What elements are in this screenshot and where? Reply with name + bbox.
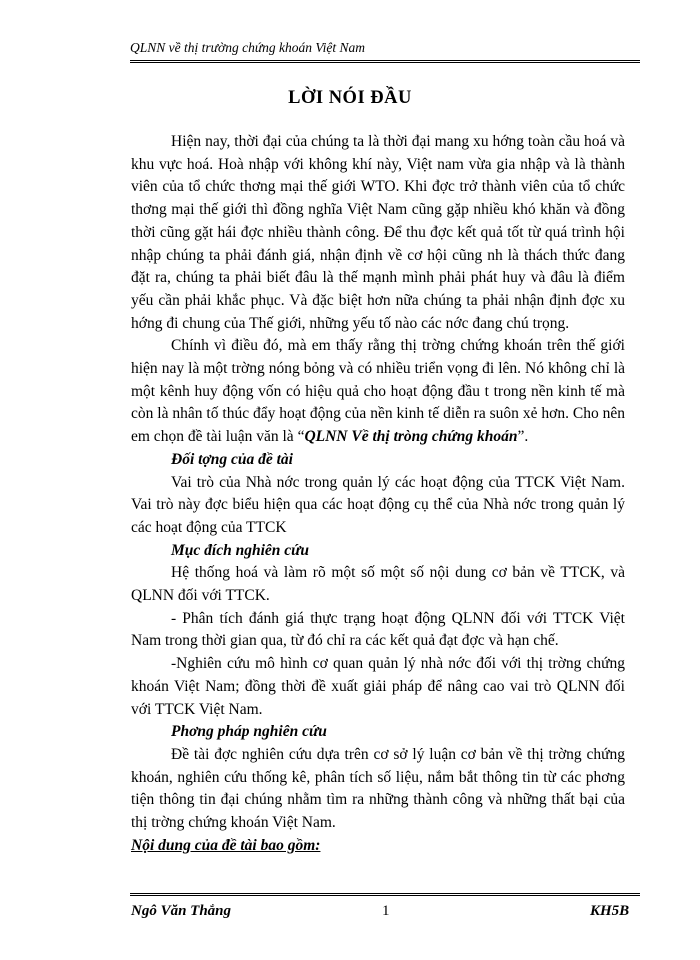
footer-author: Ngô Văn Thắng (131, 903, 232, 919)
footer-class-code: KH5B (590, 903, 630, 919)
paragraph-topic (131, 335, 625, 449)
page-title: LỜI NÓI ĐẦU (288, 88, 412, 108)
paragraph-purpose-3: -Nghiên cứu mô hình cơ quan quản lý nhà nớc đối với thị trờng chứng khoán Việt Nam; đồng thời đề xuất giải pháp để nâng cao vai trò QLNN đối với TTCK Việt Nam. (131, 655, 625, 718)
paragraph-intro: Hiện nay, thời đại của chúng ta là thời đại mang xu hớng toàn cầu hoá và khu vực hoá. Hoà nhập với không khí này, Việt nam vừa gia nhập và là thành viên của tổ chức thơng mại thế giới WTO. Khi đợc trở thành viên của tổ chức thơng mại thế giới thì đồng nghĩa Việt Nam cũng gặp nhiều khó khăn và đồng thời cũng gặt hái đợc nhiều thành công. Để thu đợc kết quả tốt từ quá trình hội nhập chúng ta phải đánh giá, nhận định về cơ hội cũng nh là thách thức đang đặt ra, chúng ta phải biết đâu là thế mạnh mình phải phát huy và đâu là điểm yếu cần phải khắc phục. Và đặc biệt hơn nữa chúng ta phải nhận định đợc xu hớng đi chung của Thế giới, những yếu tố nào các nớc đang chú trọng. (131, 133, 625, 332)
section-heading-content: Nội dung của đề tài bao gồm: (131, 836, 321, 854)
paragraph-subject: Vai trò của Nhà nớc trong quản lý các hoạt động của TTCK Việt Nam. Vai trò này đợc biểu hiện qua các hoạt động cụ thể của Nhà nớc trong quản lý các hoạt động của TTCK (131, 473, 625, 536)
paragraph-purpose-1: Hệ thống hoá và làm rõ một số một số nội dung cơ bản về TTCK, và QLNN đối với TTCK. (131, 564, 625, 605)
paragraph-method: Đề tài đợc nghiên cứu dựa trên cơ sở lý luận cơ bản về thị trờng chứng khoán, nghiên cứu thống kê, phân tích số liệu, nắm bắt thông tin từ các phơng tiện thông tin đại chúng nhằm tìm ra những thành công và những thất bại của thị trờng chứng khoán Việt Nam. (131, 745, 625, 832)
document-body (131, 131, 625, 858)
footer-divider (130, 893, 640, 896)
running-header: QLNN về thị trường chứng khoán Việt Nam (130, 40, 366, 55)
paragraph-topic-text: Chính vì điều đó, mà em thấy rằng thị trờng chứng khoán trên thế giới hiện nay là một trờng nóng bỏng và có nhiều triển vọng đi lên. Nó không chỉ là một kênh huy động vốn có hiệu quả cho hoạt động đầu t trong nền kinh tế mà còn là nhân tố thúc đẩy hoạt động của nền kinh tế diễn ra suôn xẻ hơn. Cho nên em chọn đề tài luận văn là “ (131, 337, 625, 446)
section-heading-subject: Đối tợng của đề tài (171, 450, 293, 468)
page-number: 1 (382, 903, 390, 919)
paragraph-purpose-2: - Phân tích đánh giá thực trạng hoạt động QLNN đối với TTCK Việt Nam trong thời gian qua, từ đó chỉ ra các kết quả đạt đợc và hạn chế. (131, 609, 625, 650)
thesis-topic: QLNN Về thị tròng chứng khoán (304, 428, 518, 446)
header-divider (130, 60, 640, 63)
section-heading-method: Phơng pháp nghiên cứu (171, 723, 327, 741)
paragraph-topic-end: ”. (517, 428, 529, 446)
section-heading-purpose: Mục đích nghiên cứu (171, 541, 310, 559)
